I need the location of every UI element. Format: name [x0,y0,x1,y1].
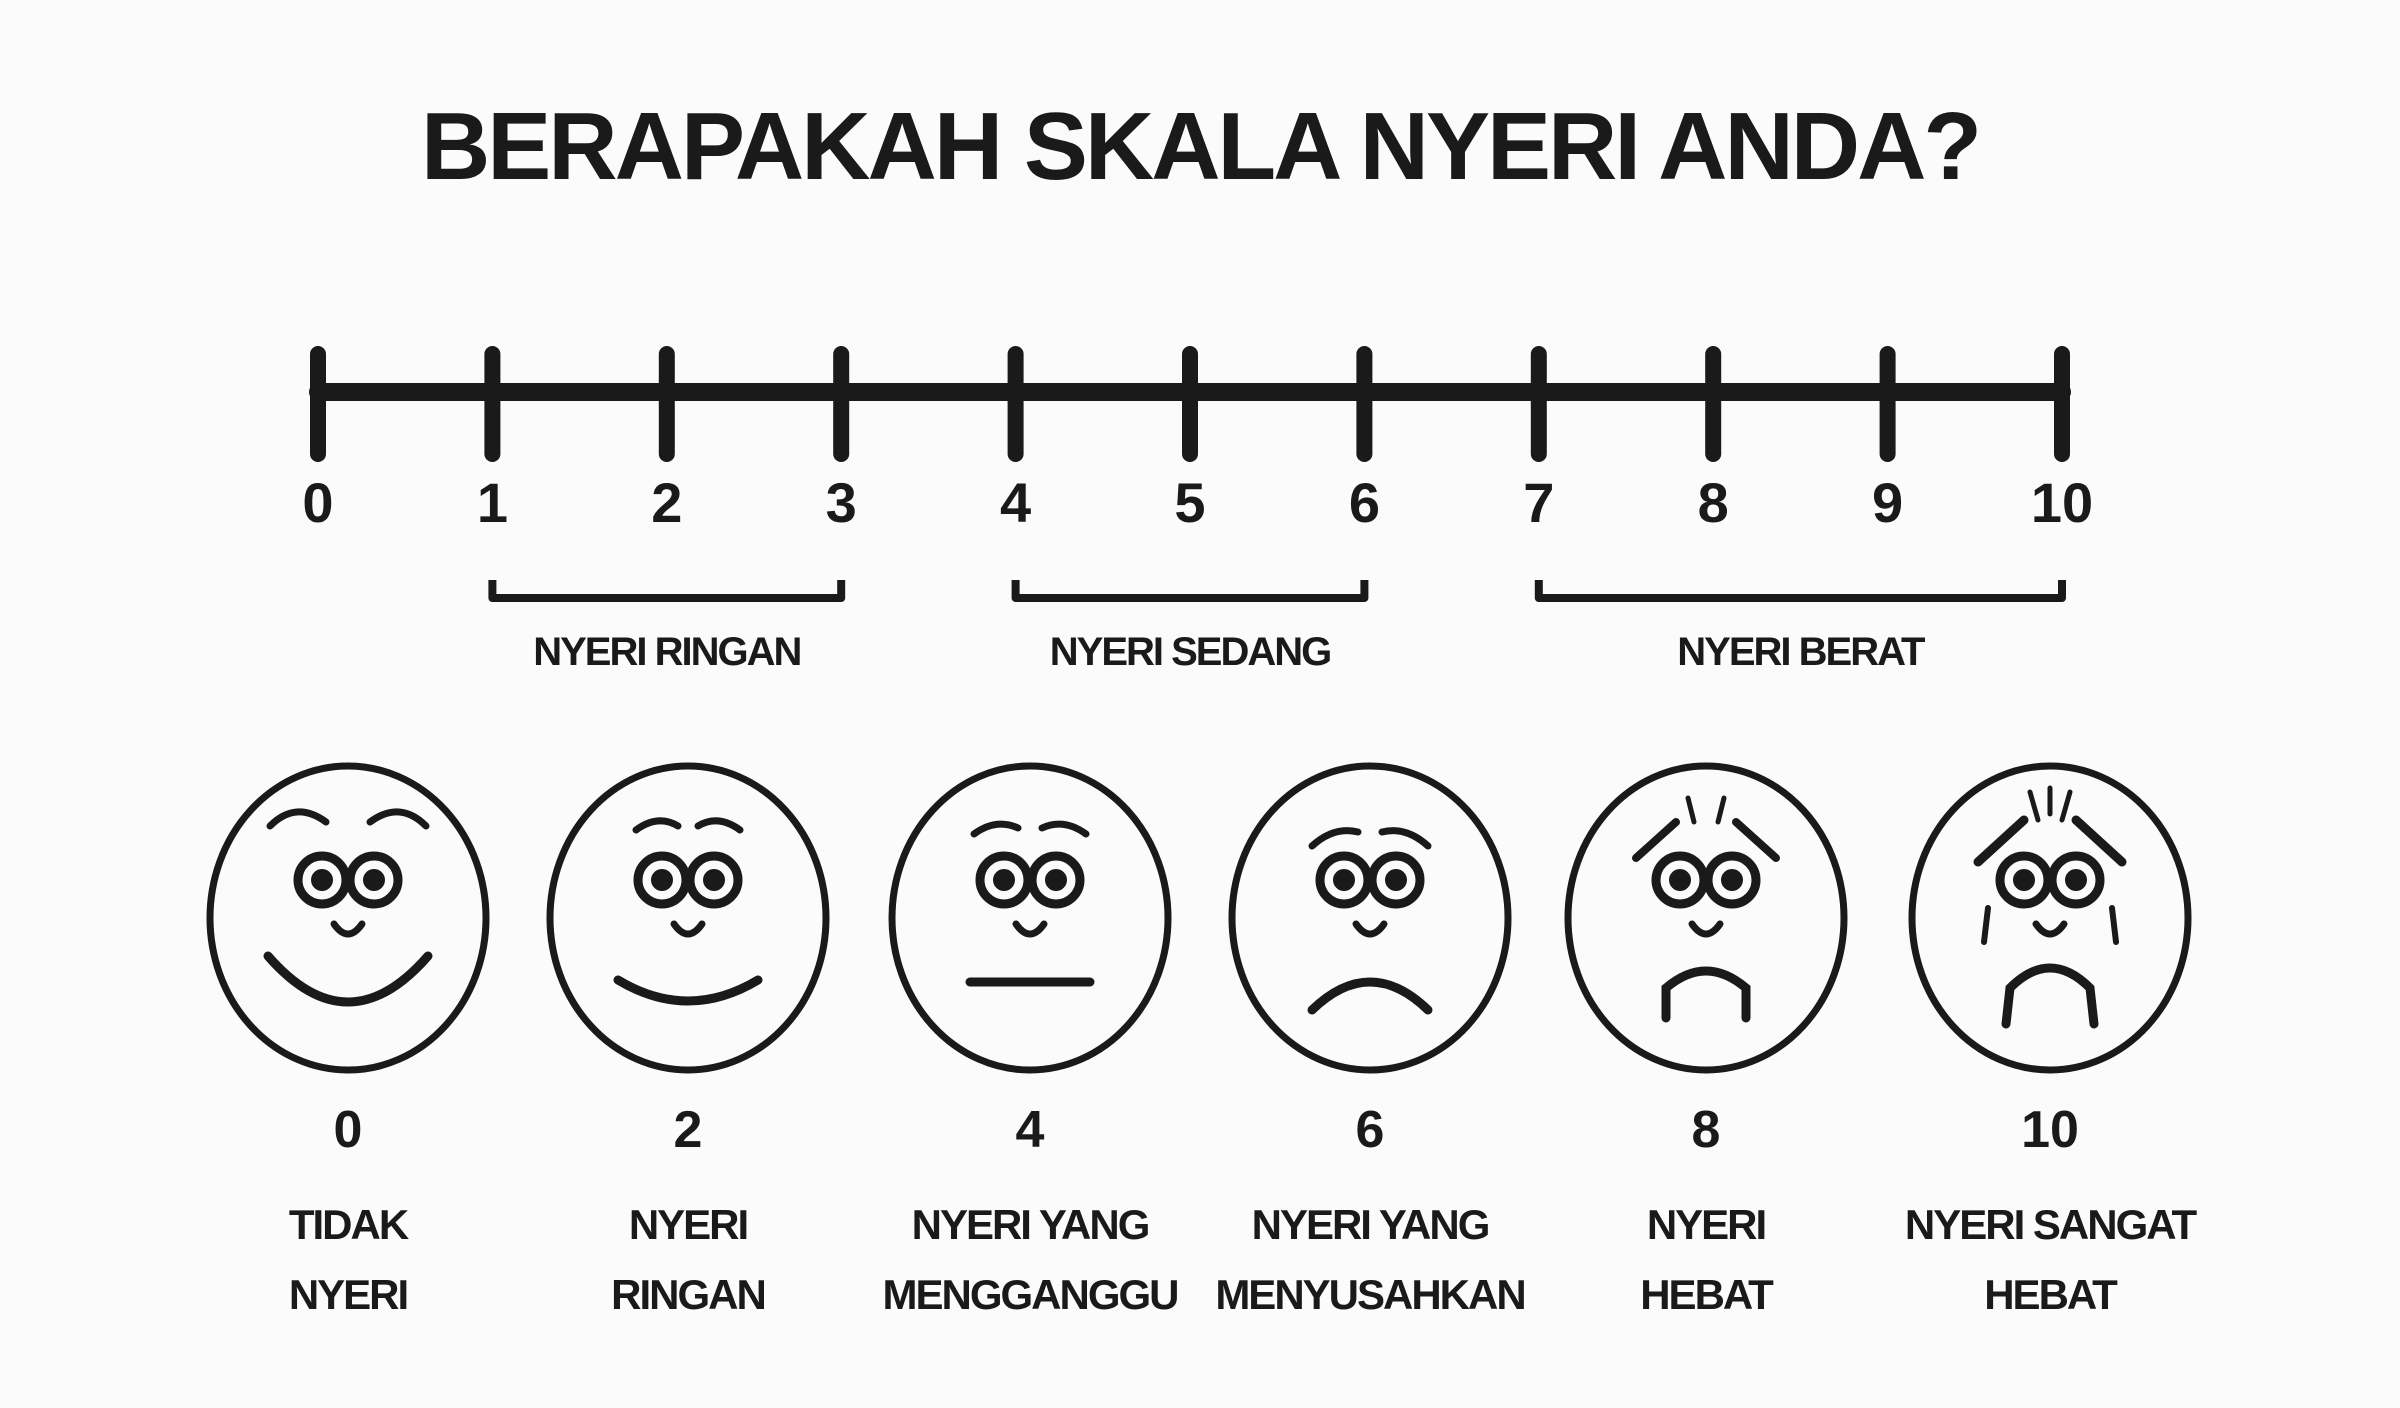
tick-label: 10 [2030,471,2094,534]
face-description-line2: RINGAN [611,1271,765,1318]
face-nose [2036,924,2064,934]
face-description [168,1190,528,1330]
face-pupil [1335,871,1353,889]
face-description-line1: NYERI YANG [1251,1201,1489,1248]
face-description [508,1190,868,1330]
tick-label: 3 [825,471,857,534]
face-outline [892,766,1168,1070]
face-value: 0 [333,1101,363,1159]
face-value: 10 [2021,1101,2079,1159]
face-brow [270,812,326,826]
face-description-line1: TIDAK [288,1201,408,1248]
face-brow [1636,822,1676,858]
face-description [850,1190,1210,1330]
range-label: NYERI SEDANG [1049,630,1331,674]
face-description-line1: NYERI [1646,1201,1766,1248]
face-mouth [268,956,428,1002]
face-brow [1382,831,1428,846]
face-icon-8 [1568,766,1844,1070]
face-brow [636,821,678,830]
face-outline [1232,766,1508,1070]
face-mouth [618,980,758,1001]
face-description-line2: HEBAT [1640,1271,1772,1318]
face-description-line1: NYERI YANG [911,1201,1149,1248]
face-description-line2: MENGGANGGU [882,1271,1178,1318]
face-mouth [1666,971,1746,1018]
tick-label: 8 [1697,471,1729,534]
page-title: BERAPAKAH SKALA NYERI ANDA? [420,93,1980,200]
face-nose [1356,924,1384,934]
range-bracket [492,580,841,598]
tick-label: 9 [1872,471,1904,534]
face-value: 2 [673,1101,703,1159]
face-pupil [1047,871,1065,889]
face-mouth [2006,968,2094,1024]
tick-label: 4 [1000,471,1032,534]
face-pupil [653,871,671,889]
face-description-line2: MENYUSAHKAN [1215,1271,1525,1318]
tick-label: 6 [1348,471,1380,534]
range-bracket [1539,580,2062,598]
face-description-line1: NYERI [628,1201,748,1248]
face-icon-6 [1232,766,1508,1070]
face-icon-2 [550,766,826,1070]
tick-label: 0 [302,471,334,534]
face-description-line2: HEBAT [1984,1271,2116,1318]
face-icon-4 [892,766,1168,1070]
face-outline [1568,766,1844,1070]
range-label: NYERI BERAT [1677,630,1924,674]
face-pupil [365,871,383,889]
face-wrinkle [1688,798,1724,822]
face-nose [1016,924,1044,934]
tick-label: 2 [651,471,683,534]
tick-label: 5 [1174,471,1206,534]
face-brow [1736,822,1776,858]
range-bracket [1016,580,1365,598]
face-value: 4 [1015,1101,1045,1159]
tick-label: 7 [1523,471,1555,534]
face-outline [550,766,826,1070]
face-icon-0 [210,766,486,1070]
face-nose [1692,924,1720,934]
face-description [1870,1190,2230,1330]
face-pupil [2015,871,2033,889]
face-pupil [995,871,1013,889]
face-icon-10 [1912,766,2188,1070]
face-brow [370,812,426,826]
face-brow [1042,824,1086,834]
face-value: 6 [1355,1101,1385,1159]
face-pupil [1671,871,1689,889]
face-nose [674,924,702,934]
face-value: 8 [1691,1101,1721,1159]
face-mouth [1312,982,1428,1010]
face-outline [210,766,486,1070]
face-brow [1312,831,1358,846]
face-pupil [2067,871,2085,889]
face-pupil [1723,871,1741,889]
range-label: NYERI RINGAN [533,630,801,674]
face-description [1526,1190,1886,1330]
face-nose [334,924,362,934]
face-pupil [313,871,331,889]
face-description-line2: NYERI [288,1271,408,1318]
face-brow [974,824,1018,834]
face-wrinkle [2030,788,2070,820]
face-pupil [705,871,723,889]
face-pupil [1387,871,1405,889]
face-description-line1: NYERI SANGAT [1904,1201,2196,1248]
face-brow [698,821,740,830]
tick-label: 1 [476,471,508,534]
face-description [1190,1190,1550,1330]
